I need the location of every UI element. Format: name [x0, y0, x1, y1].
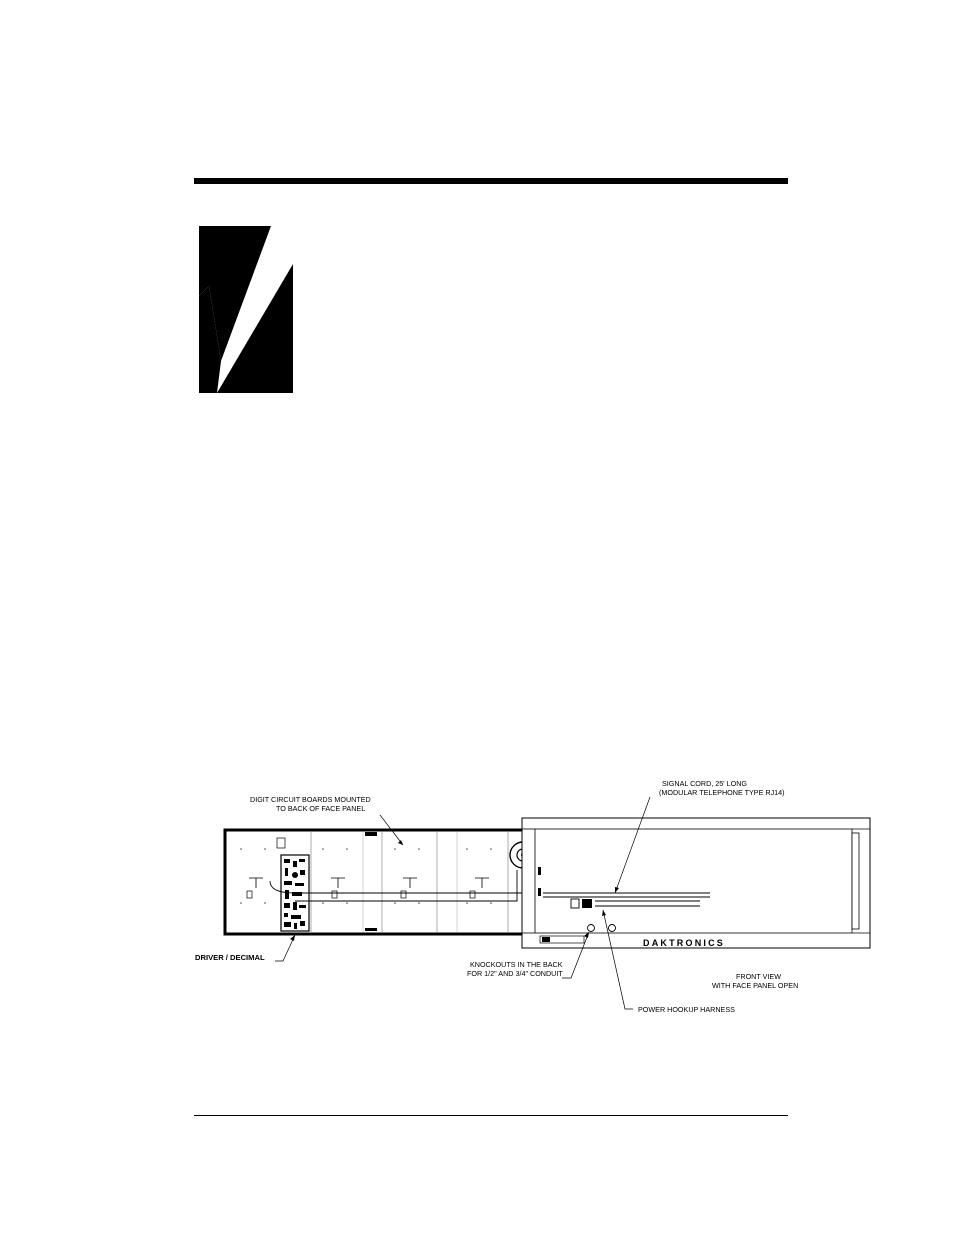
- front-view-label-2: WITH FACE PANEL OPEN: [712, 981, 799, 990]
- digit-boards-label-1: DIGIT CIRCUIT BOARDS MOUNTED: [250, 795, 371, 804]
- signal-cord-label-1: SIGNAL CORD, 25' LONG: [662, 779, 747, 788]
- brand-label: DAKTRONICS: [643, 938, 725, 948]
- digit-boards-label-2: TO BACK OF FACE PANEL: [276, 804, 366, 813]
- scoreboard-diagram: [195, 775, 875, 1020]
- checkmark-icon: [199, 226, 293, 393]
- cabinet: [522, 818, 870, 948]
- knockouts-label-2: FOR 1/2" AND 3/4" CONDUIT: [467, 969, 563, 978]
- front-view-label-1: FRONT VIEW: [736, 972, 781, 981]
- knockouts-label-1: KNOCKOUTS IN THE BACK: [470, 960, 563, 969]
- power-label: POWER HOOKUP HARNESS: [638, 1005, 735, 1014]
- top-rule: [194, 178, 788, 184]
- signal-cord-label-2: (MODULAR TELEPHONE TYPE RJ14): [659, 788, 785, 797]
- bottom-rule: [194, 1115, 788, 1116]
- face-panel: [225, 830, 543, 934]
- driver-label: DRIVER / DECIMAL: [195, 953, 265, 962]
